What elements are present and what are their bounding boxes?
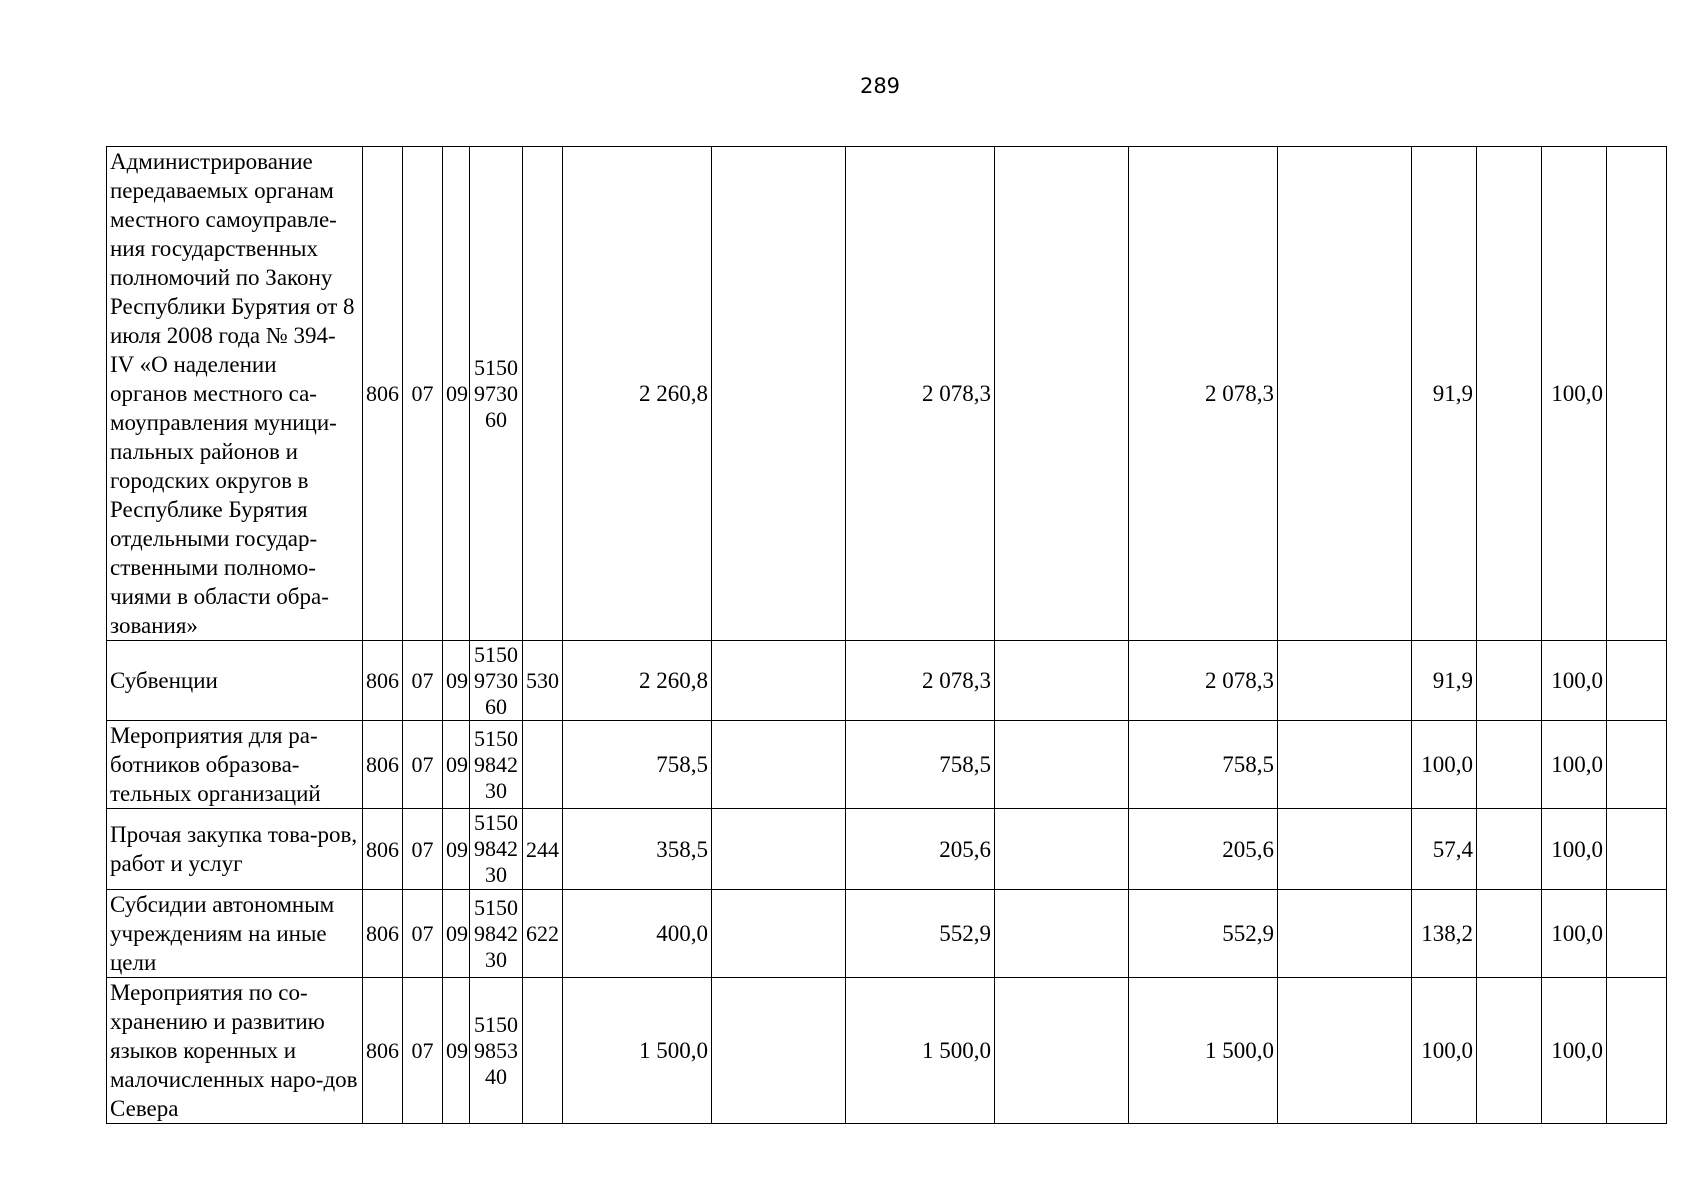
target-article-part: 9842 bbox=[474, 751, 518, 777]
table-row bbox=[107, 978, 1667, 1124]
target-article-part: 5150 bbox=[474, 641, 518, 667]
percent-of-refined: 100,0 bbox=[1542, 147, 1607, 641]
percent-of-plan: 91,9 bbox=[1412, 641, 1477, 721]
empty-cell bbox=[1607, 641, 1667, 721]
grbs-code: 806 bbox=[363, 890, 403, 978]
subsection-code: 09 bbox=[443, 147, 470, 641]
empty-cell bbox=[995, 147, 1129, 641]
budget-table bbox=[106, 146, 1667, 1124]
table-row bbox=[107, 890, 1667, 978]
section-code: 07 bbox=[403, 721, 443, 809]
empty-cell bbox=[1607, 721, 1667, 809]
target-article-part: 9842 bbox=[474, 836, 518, 861]
subsection-code: 09 bbox=[443, 641, 470, 721]
empty-cell bbox=[1477, 147, 1542, 641]
percent-of-refined: 100,0 bbox=[1542, 641, 1607, 721]
empty-cell bbox=[995, 890, 1129, 978]
percent-of-plan: 100,0 bbox=[1412, 721, 1477, 809]
empty-cell bbox=[995, 721, 1129, 809]
subsection-code: 09 bbox=[443, 809, 470, 890]
target-article-part: 9842 bbox=[474, 920, 518, 946]
refined-amount: 205,6 bbox=[846, 809, 995, 890]
empty-cell bbox=[712, 641, 846, 721]
target-article-part: 9853 bbox=[474, 1037, 518, 1063]
empty-cell bbox=[1607, 978, 1667, 1124]
target-article-part: 5150 bbox=[474, 1011, 518, 1037]
table-row bbox=[107, 809, 1667, 890]
section-code: 07 bbox=[403, 147, 443, 641]
plan-amount: 2 260,8 bbox=[563, 147, 712, 641]
empty-cell bbox=[1278, 147, 1412, 641]
plan-amount: 2 260,8 bbox=[563, 641, 712, 721]
empty-cell bbox=[712, 978, 846, 1124]
target-article-part: 9730 bbox=[474, 380, 518, 406]
table-row bbox=[107, 641, 1667, 721]
empty-cell bbox=[1278, 641, 1412, 721]
row-name: Мероприятия для ра-ботников образова-тельных организаций bbox=[107, 721, 363, 809]
empty-cell bbox=[1278, 890, 1412, 978]
grbs-code: 806 bbox=[363, 721, 403, 809]
subsection-code: 09 bbox=[443, 721, 470, 809]
section-code: 07 bbox=[403, 978, 443, 1124]
empty-cell bbox=[1607, 890, 1667, 978]
percent-of-plan: 57,4 bbox=[1412, 809, 1477, 890]
page-number: 289 bbox=[859, 74, 901, 98]
target-article-part: 9730 bbox=[474, 667, 518, 693]
row-name: Прочая закупка това-ров, работ и услуг bbox=[107, 809, 363, 890]
target-article-part: 30 bbox=[485, 777, 507, 803]
target-article-code bbox=[470, 721, 523, 809]
section-code: 07 bbox=[403, 641, 443, 721]
percent-of-refined: 100,0 bbox=[1542, 721, 1607, 809]
empty-cell bbox=[1477, 721, 1542, 809]
subsection-code: 09 bbox=[443, 890, 470, 978]
section-code: 07 bbox=[403, 890, 443, 978]
empty-cell bbox=[712, 721, 846, 809]
empty-cell bbox=[995, 978, 1129, 1124]
target-article-code bbox=[470, 641, 523, 721]
empty-cell bbox=[1278, 809, 1412, 890]
empty-cell bbox=[995, 641, 1129, 721]
empty-cell bbox=[1477, 809, 1542, 890]
expense-type-code: 530 bbox=[523, 641, 563, 721]
percent-of-refined: 100,0 bbox=[1542, 978, 1607, 1124]
refined-amount: 2 078,3 bbox=[846, 641, 995, 721]
percent-of-refined: 100,0 bbox=[1542, 809, 1607, 890]
empty-cell bbox=[712, 890, 846, 978]
percent-of-plan: 138,2 bbox=[1412, 890, 1477, 978]
target-article-code bbox=[470, 978, 523, 1124]
subsection-code: 09 bbox=[443, 978, 470, 1124]
empty-cell bbox=[1477, 641, 1542, 721]
expense-type-code: 622 bbox=[523, 890, 563, 978]
empty-cell bbox=[712, 147, 846, 641]
grbs-code: 806 bbox=[363, 641, 403, 721]
percent-of-plan: 91,9 bbox=[1412, 147, 1477, 641]
target-article-code bbox=[470, 890, 523, 978]
plan-amount: 400,0 bbox=[563, 890, 712, 978]
target-article-part: 30 bbox=[485, 862, 507, 887]
refined-amount: 1 500,0 bbox=[846, 978, 995, 1124]
grbs-code: 806 bbox=[363, 147, 403, 641]
executed-amount: 205,6 bbox=[1129, 809, 1278, 890]
executed-amount: 552,9 bbox=[1129, 890, 1278, 978]
grbs-code: 806 bbox=[363, 978, 403, 1124]
expense-type-code bbox=[523, 978, 563, 1124]
row-name: Администрирование передаваемых органам местного самоуправле-ния государственных полномочий по Закону Республики Бурятия от 8 июля 2008 года № 394-IV «О наделении органов местного са-моуправления муници-пальных районов и городских округов в Республике Бурятия отдельными государ-ственными полномо-чиями в области обра-зования» bbox=[107, 147, 363, 641]
percent-of-refined: 100,0 bbox=[1542, 890, 1607, 978]
grbs-code: 806 bbox=[363, 809, 403, 890]
target-article-part: 60 bbox=[485, 406, 507, 432]
refined-amount: 552,9 bbox=[846, 890, 995, 978]
empty-cell bbox=[995, 809, 1129, 890]
empty-cell bbox=[1278, 978, 1412, 1124]
empty-cell bbox=[1477, 890, 1542, 978]
empty-cell bbox=[712, 809, 846, 890]
target-article-part: 60 bbox=[485, 693, 507, 719]
table-row bbox=[107, 147, 1667, 641]
row-name: Мероприятия по со-хранению и развитию языков коренных и малочисленных наро-дов Севера bbox=[107, 978, 363, 1124]
target-article-part: 5150 bbox=[474, 725, 518, 751]
section-code: 07 bbox=[403, 809, 443, 890]
empty-cell bbox=[1607, 147, 1667, 641]
row-name: Субвенции bbox=[107, 641, 363, 721]
plan-amount: 358,5 bbox=[563, 809, 712, 890]
percent-of-plan: 100,0 bbox=[1412, 978, 1477, 1124]
executed-amount: 1 500,0 bbox=[1129, 978, 1278, 1124]
empty-cell bbox=[1477, 978, 1542, 1124]
empty-cell bbox=[1278, 721, 1412, 809]
refined-amount: 2 078,3 bbox=[846, 147, 995, 641]
target-article-part: 5150 bbox=[474, 894, 518, 920]
target-article-part: 40 bbox=[485, 1063, 507, 1089]
executed-amount: 2 078,3 bbox=[1129, 641, 1278, 721]
expense-type-code bbox=[523, 147, 563, 641]
target-article-code bbox=[470, 147, 523, 641]
target-article-part: 5150 bbox=[474, 810, 518, 835]
plan-amount: 758,5 bbox=[563, 721, 712, 809]
row-name: Субсидии автономным учреждениям на иные цели bbox=[107, 890, 363, 978]
executed-amount: 758,5 bbox=[1129, 721, 1278, 809]
expense-type-code: 244 bbox=[523, 809, 563, 890]
target-article-code bbox=[470, 809, 523, 890]
empty-cell bbox=[1607, 809, 1667, 890]
refined-amount: 758,5 bbox=[846, 721, 995, 809]
plan-amount: 1 500,0 bbox=[563, 978, 712, 1124]
target-article-part: 30 bbox=[485, 946, 507, 972]
target-article-part: 5150 bbox=[474, 354, 518, 380]
expense-type-code bbox=[523, 721, 563, 809]
table-row bbox=[107, 721, 1667, 809]
executed-amount: 2 078,3 bbox=[1129, 147, 1278, 641]
